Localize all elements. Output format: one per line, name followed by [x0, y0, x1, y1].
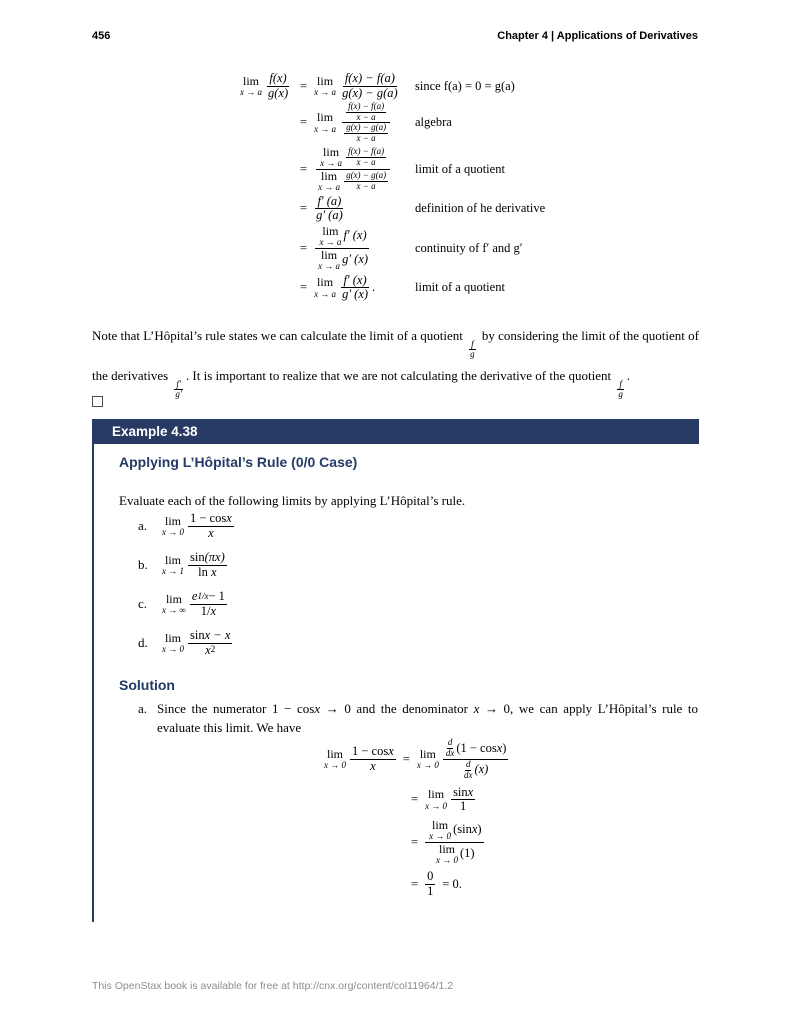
fraction: $\frac{f' (a)}{g' (a)}$ [316, 193, 343, 223]
solution-text: Since the numerator 1 − cosx → 0 and the denominator x → 0, we can apply L’Hôpital’s rule to evaluate this limit. We have [157, 701, 699, 735]
derivative-operator: d dx [445, 737, 455, 758]
limit-operator: lim x → a [318, 168, 341, 193]
example-intro: Evaluate each of the following limits by applying L’Hôpital’s rule. [119, 493, 466, 508]
fraction: sin (πx) ln x [190, 550, 225, 579]
fraction: $\frac{f(x)}{g(x)}$ [268, 71, 289, 100]
item-label: b. [138, 557, 148, 572]
derivation-row-3 [238, 146, 700, 193]
fraction: sin x − x x 2 [190, 628, 231, 657]
limit-operator: lim x → 0 [429, 817, 452, 842]
equals-sign: = [300, 280, 308, 295]
example-header-bar [92, 419, 699, 444]
period: . [372, 280, 376, 295]
fraction: $\frac{f(x) - f(a)}{x - a}$ [348, 146, 385, 167]
fraction: d dx (1 − cos x ) d dx (x) [443, 738, 509, 781]
derivation-block [238, 72, 700, 304]
equals-sign: = [300, 240, 308, 255]
derivation-row-2-math [238, 102, 415, 144]
problem-item-c [138, 589, 236, 619]
solution-row-2 [322, 786, 510, 814]
solution-row-3 [322, 819, 510, 866]
fraction: $\frac{f(x) - f(a)}{x - a}$ [348, 101, 385, 122]
limit-operator: lim x → 0 [436, 841, 459, 866]
inline-fraction: $\frac{f}{g}$ [470, 339, 475, 360]
fraction: 1 − cos x x [190, 511, 232, 540]
derivative-operator: d dx [463, 758, 473, 780]
note-paragraph: Note that L’Hôpital’s rule states we can calculate the limit of a quotient $\frac{f}{g}$ by considering the limit of the quotient of the derivatives $\frac{f'}{g'}$ . It is important to realize that we are not calculating the derivative of the quotient $\frac{f}{g}$ . [92, 328, 699, 400]
fraction: lim x → 0 (sinx) lim x → 0 (1) [425, 819, 483, 866]
derivation-row-3-math [238, 146, 415, 193]
fraction: e 1/x − 1 1/ x [191, 589, 225, 618]
derivation-row-4-math [238, 195, 415, 223]
limit-operator: lim x → 0 [162, 630, 184, 655]
fraction: lim x → a f′ (x) lim x → a g′ (x) [314, 225, 370, 272]
derivation-annotation: definition of he derivative [415, 201, 546, 216]
equals-sign: = [300, 161, 308, 176]
chapter-title: Chapter 4 | Applications of Derivatives [497, 30, 698, 42]
limit-operator: lim x → 0 [162, 513, 184, 538]
inline-fraction: $\frac{f'}{g'}$ [175, 378, 182, 400]
problem-item-d [138, 628, 236, 658]
problem-item-b [138, 550, 236, 580]
limit-operator: lim x → a [314, 110, 337, 135]
page-number: 456 [92, 30, 111, 42]
derivation-row-4 [238, 195, 700, 223]
exponent: 1/x [197, 590, 209, 601]
limit-operator: lim x → a [314, 73, 337, 98]
equals-sign: = [411, 834, 419, 849]
equals-sign: = [411, 876, 419, 891]
item-label: a. [138, 701, 148, 716]
result: = 0. [442, 876, 462, 891]
fraction: $\frac{0}{1}$ [427, 869, 434, 898]
limit-operator: lim x → ∞ [162, 591, 186, 616]
example-subtitle: Applying L’Hôpital’s Rule (0/0 Case) [119, 454, 358, 470]
example-title: Example 4.38 [112, 424, 198, 439]
problem-list [138, 511, 236, 667]
limit-operator: lim x → a [318, 247, 341, 272]
fraction: $\frac{g(x) - g(a)}{x - a}$ [346, 122, 387, 144]
limit-operator: lim x → 0 [416, 746, 439, 771]
problem-item-a [138, 511, 236, 541]
derivation-row-1 [238, 72, 700, 100]
derivation-row-6 [238, 274, 700, 302]
limit-operator: lim x → a [240, 73, 262, 98]
equals-sign: = [300, 78, 308, 93]
example-left-border [92, 444, 94, 922]
limit-operator: lim x → 0 [425, 787, 448, 811]
limit-operator: lim x → a [319, 223, 342, 248]
fraction: 1 − cos x x [352, 744, 394, 773]
equals-sign: = [411, 792, 419, 807]
exponent: 2 [210, 644, 216, 655]
solution-math-block [322, 738, 510, 903]
item-label: a. [138, 518, 148, 533]
derivation-row-5 [238, 225, 700, 272]
limit-operator: lim x → a [314, 275, 337, 299]
equals-sign: = [402, 751, 410, 766]
limit-operator: lim x → a [320, 144, 343, 169]
footer-attribution: This OpenStax book is available for free at http://cnx.org/content/col11964/1.2 [92, 980, 454, 992]
derivation-row-5-math [238, 225, 415, 272]
limit-operator: lim x → 1 [162, 552, 184, 577]
solution-row-4 [322, 870, 510, 898]
fraction: sin x 1 [453, 784, 474, 814]
derivation-annotation: algebra [415, 115, 452, 130]
fraction: $\frac{g(x) - g(a)}{x - a}$ [346, 170, 387, 191]
fraction: $\frac{f' (x)}{g' (x)}$ [342, 272, 369, 302]
derivation-row-1-math [238, 72, 415, 100]
item-label: d. [138, 635, 148, 650]
derivation-annotation: limit of a quotient [415, 280, 505, 295]
fraction [340, 102, 392, 144]
solution-paragraph [138, 699, 698, 737]
limit-operator: lim x → 0 [324, 746, 346, 771]
derivation-row-2 [238, 102, 700, 144]
derivation-annotation: continuity of f′ and g′ [415, 240, 523, 255]
solution-heading: Solution [119, 677, 175, 693]
empty-square-icon [92, 396, 103, 407]
equals-sign: = [300, 115, 308, 130]
fraction [314, 146, 392, 193]
item-label: c. [138, 596, 148, 611]
solution-row-1 [322, 738, 510, 781]
inline-fraction: $\frac{f}{g}$ [618, 378, 623, 400]
fraction: $\frac{f(x) - f(a)}{g(x) - g(a)}$ [342, 71, 398, 100]
equals-sign: = [300, 201, 308, 216]
derivation-annotation: since f(a) = 0 = g(a) [415, 78, 515, 93]
derivation-annotation: limit of a quotient [415, 161, 505, 176]
derivation-row-6-math [238, 274, 415, 302]
